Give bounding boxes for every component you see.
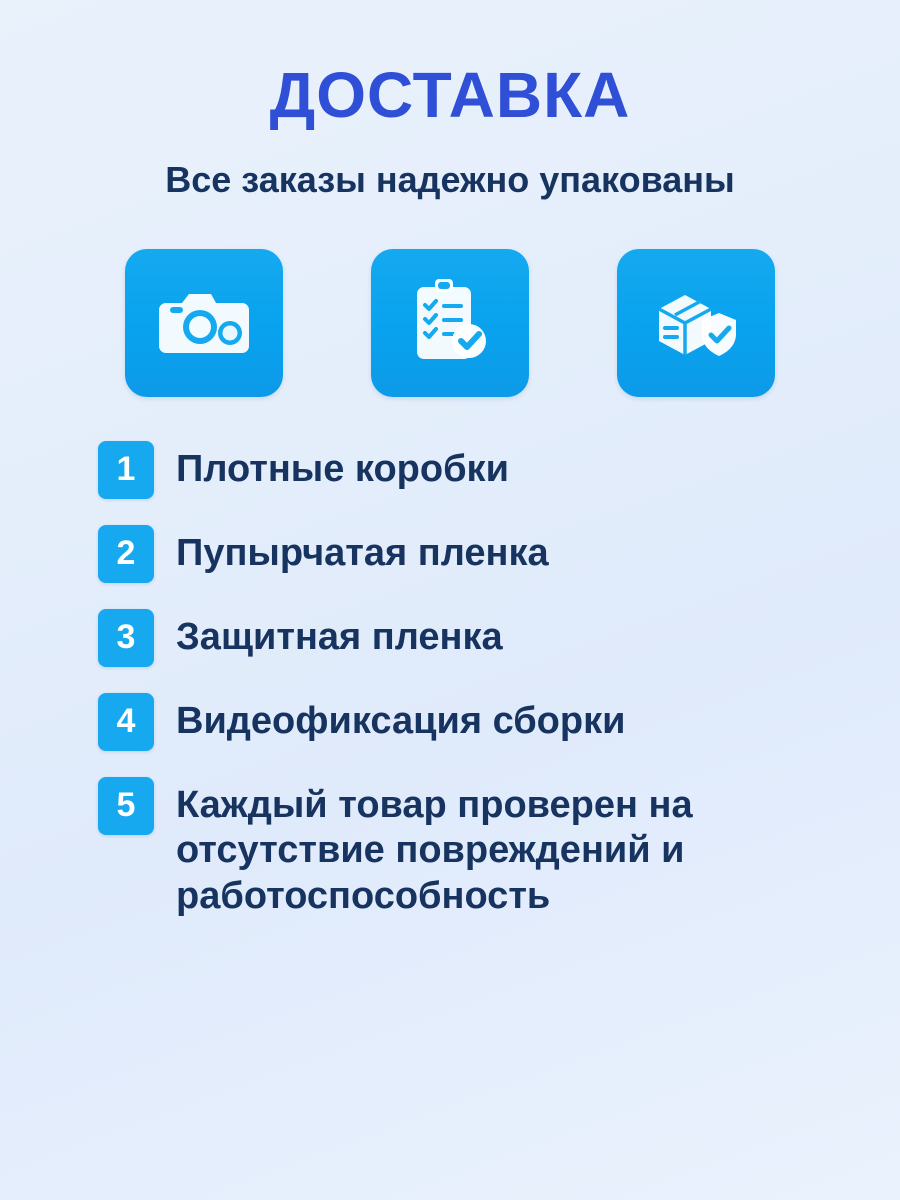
page-title: ДОСТАВКА bbox=[269, 59, 631, 131]
step-label: Плотные коробки bbox=[176, 447, 509, 490]
list-item bbox=[98, 777, 860, 920]
icon-tile-camera bbox=[125, 249, 283, 397]
icon-row bbox=[125, 249, 775, 397]
protected-box-icon bbox=[647, 279, 745, 367]
list-item bbox=[98, 609, 860, 667]
step-number-badge: 5 bbox=[98, 777, 154, 835]
list-item bbox=[98, 525, 860, 583]
list-item bbox=[98, 693, 860, 751]
checklist-clipboard-icon bbox=[407, 275, 493, 371]
step-label: Каждый товар проверен на отсутствие повреждений и работоспособность bbox=[176, 783, 693, 917]
step-label: Защитная пленка bbox=[176, 615, 503, 658]
step-number-badge: 4 bbox=[98, 693, 154, 751]
icon-tile-protected-box bbox=[617, 249, 775, 397]
packaging-steps-list bbox=[40, 441, 860, 920]
page-subtitle: Все заказы надежно упакованы bbox=[165, 159, 735, 201]
step-label: Видеофиксация сборки bbox=[176, 699, 626, 742]
step-number-badge: 1 bbox=[98, 441, 154, 499]
step-number-badge: 2 bbox=[98, 525, 154, 583]
list-item bbox=[98, 441, 860, 499]
camera-icon bbox=[156, 283, 252, 363]
step-label: Пупырчатая пленка bbox=[176, 531, 549, 574]
icon-tile-checklist bbox=[371, 249, 529, 397]
step-number-badge: 3 bbox=[98, 609, 154, 667]
